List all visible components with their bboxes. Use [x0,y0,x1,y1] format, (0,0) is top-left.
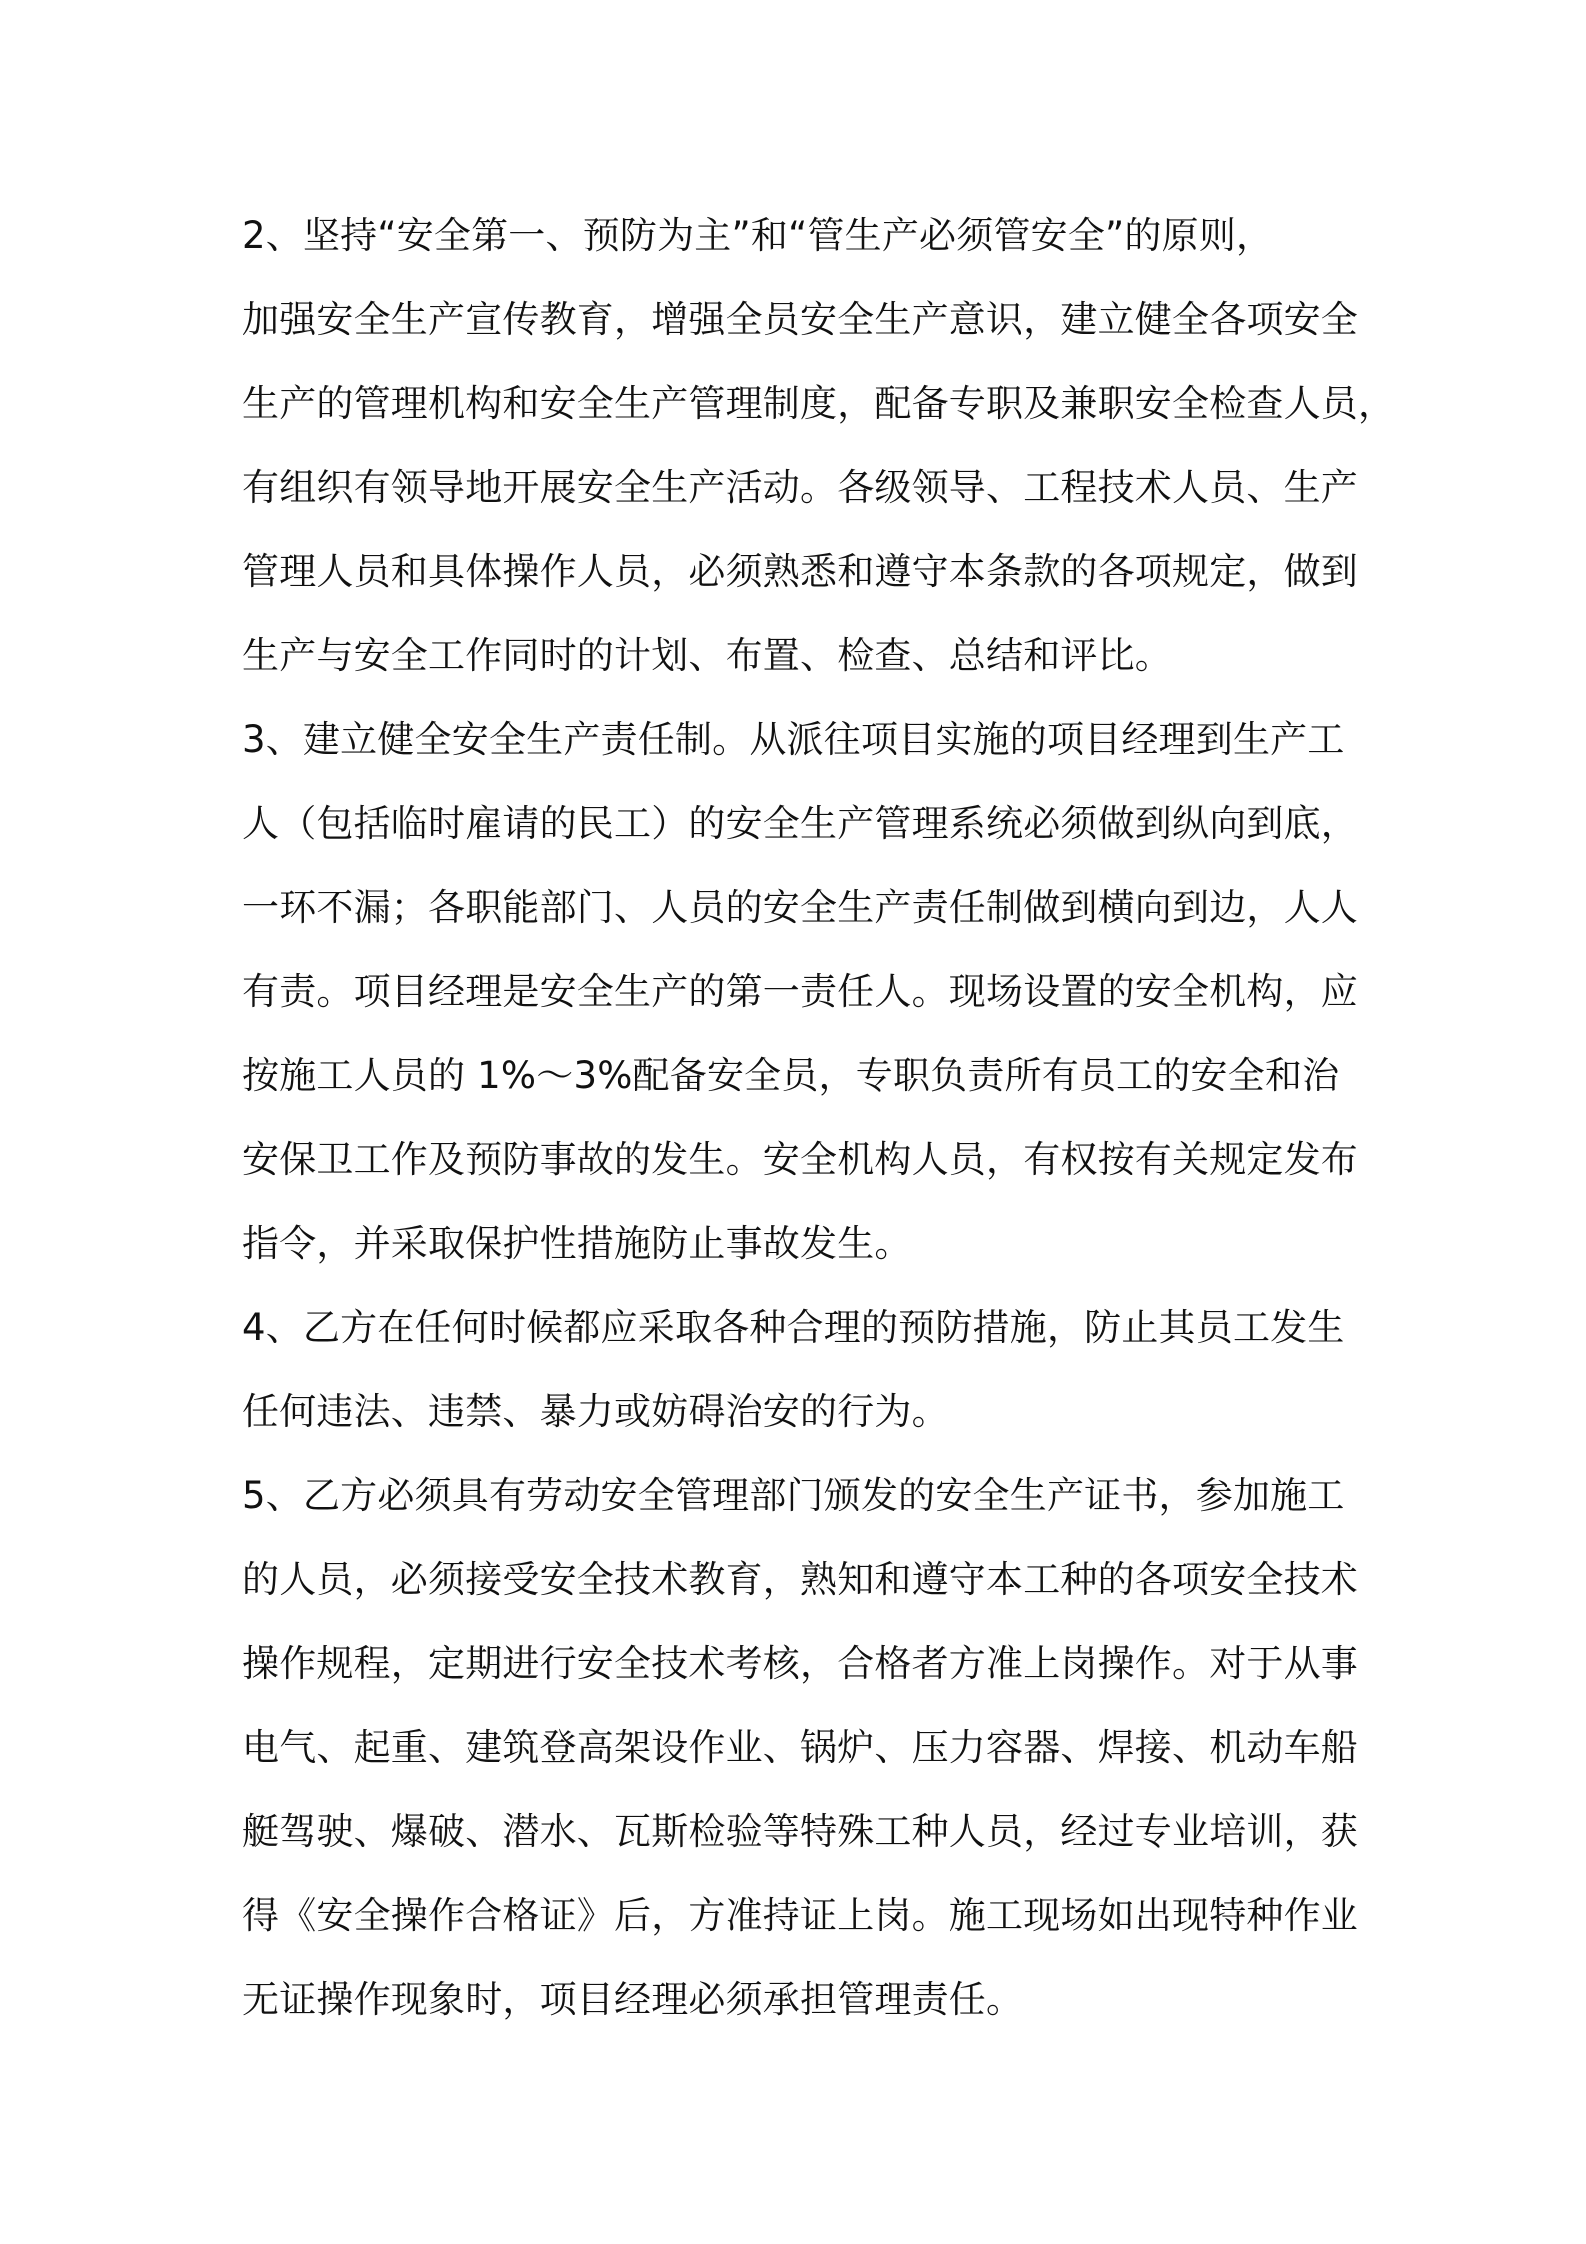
text-line: 生产与安全工作同时的计划、布置、检查、总结和评比。 [242,634,1172,677]
text-line: 一环不漏；各职能部门、人员的安全生产责任制做到横向到边，人人 [242,886,1358,929]
text-line: 2、坚持“安全第一、预防为主”和“管生产必须管安全”的原则， [242,214,1274,257]
text-line: 3、建立健全安全生产责任制。从派往项目实施的项目经理到生产工 [242,718,1345,761]
text-line: 指令，并采取保护性措施防止事故发生。 [242,1222,912,1265]
paragraph-item-4 [242,1286,1392,1454]
paragraph-item-5 [242,1454,1392,2042]
paragraph-item-2 [242,194,1396,698]
text-line: 的人员，必须接受安全技术教育，熟知和遵守本工种的各项安全技术 [242,1558,1358,1601]
text-line: 电气、起重、建筑登高架设作业、锅炉、压力容器、焊接、机动车船 [242,1726,1358,1769]
text-line: 有责。项目经理是安全生产的第一责任人。现场设置的安全机构，应 [242,970,1358,1013]
paragraph-item-3 [242,698,1392,1286]
text-line: 任何违法、违禁、暴力或妨碍治安的行为。 [242,1390,949,1433]
text-line: 得《安全操作合格证》后，方准持证上岗。施工现场如出现特种作业 [242,1894,1358,1937]
text-line: 无证操作现象时，项目经理必须承担管理责任。 [242,1978,1024,2021]
text-line: 加强安全生产宣传教育，增强全员安全生产意识，建立健全各项安全 [242,298,1358,341]
text-line: 按施工人员的 1%～3%配备安全员，专职负责所有员工的安全和治 [242,1054,1340,1097]
text-line: 4、乙方在任何时候都应采取各种合理的预防措施，防止其员工发生 [242,1306,1345,1349]
text-line: 艇驾驶、爆破、潜水、瓦斯检验等特殊工种人员，经过专业培训，获 [242,1810,1358,1853]
text-line: 5、乙方必须具有劳动安全管理部门颁发的安全生产证书，参加施工 [242,1474,1345,1517]
text-line: 生产的管理机构和安全生产管理制度，配备专职及兼职安全检查人员， [242,382,1396,425]
text-line: 人（包括临时雇请的民工）的安全生产管理系统必须做到纵向到底， [242,802,1358,845]
text-line: 安保卫工作及预防事故的发生。安全机构人员，有权按有关规定发布 [242,1138,1358,1181]
text-line: 管理人员和具体操作人员，必须熟悉和遵守本条款的各项规定，做到 [242,550,1358,593]
text-line: 有组织有领导地开展安全生产活动。各级领导、工程技术人员、生产 [242,466,1358,509]
text-line: 操作规程，定期进行安全技术考核，合格者方准上岗操作。对于从事 [242,1642,1358,1685]
document-body [242,194,1396,2042]
